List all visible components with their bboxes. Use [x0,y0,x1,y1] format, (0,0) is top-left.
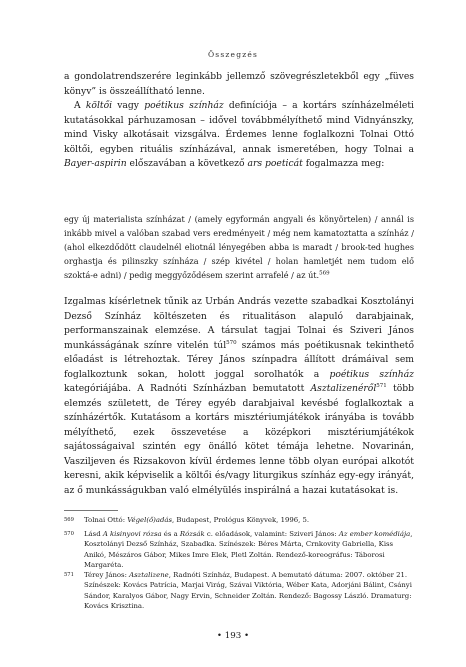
block-quote [64,212,414,282]
footnote-569: 569 Tolnai Ottó: Végel(ő)adás, Budapest, Prológus Könyvek, 1996, 5. [64,516,310,524]
footnote-number: 569 [64,517,74,523]
quote-text: egy új materialista színházat / (amely egyformán angyali és könyörtelen) / annál is inkább mivel a valóban szabad vers eredményeit / még nem kamatoztatta a színház / (ahol elkezdődött claudelnél eliotnál lényegében abba is maradt / brook-ted hughes orghastja és pilinszky színháza / szép kivétel / holan hamletjét nem tudom elő szoktá-e adni) / pedig meggyőződésem szerint arrafelé / az út. [64,214,414,281]
footnote-ref-571: 571 [376,382,387,389]
paragraph-poetic-theatre: A költői vagy poétikus színház definíciója – a kortárs színházelméleti kutatásokkal párhuzamosan – idővel továbbmélyíthető mind Vidnyánszky, mind Visky alkotásait vizsgálva. Érdemes lenne foglalkozni Tolnai Ottó költői, egyben rituális színházával, annak ismeretében, hogy Tolnai a Bayer-aspirin előszavában a következő ars poeticát fogalmazza meg: [64,100,414,169]
footnote-ref-570: 570 [226,339,237,346]
footnote-ref-569: 569 [319,270,330,277]
footnote-571: 571 Térey János: Asztalizene, Radnóti Színház, Budapest. A bemutató dátuma: 2007. október 21. Színészek: Kovács Patrícia, Marjai Virág, Szávai Viktória, Wéber Kata, Adorjáni Bálint, Csányi Sándor, Karalyos Gábor, Nagy Ervin, Schneider Zoltán. Rendező: Bagossy László. Dramaturg: Kovács Krisztina. [64,571,412,610]
title-bayer-aspirin: Bayer-aspirin [64,158,127,169]
running-head: Összegzés [207,50,259,59]
footnote-divider [64,510,118,511]
page-number: • 193 • [216,631,250,641]
paragraph-kosztolanyi: Izgalmas kísérletnek tűnik az Urbán András vezette szabadkai Kosztolányi Dezső Színház költészeten és ritualitáson alapuló darabjainak, performanszainak elemzése. A társulat tagjai Tolnai és Sziveri János munkásságának színre vitelén túl$^{570}$ számos más poétikusnak tekinthető előadást is létrehoztak. Térey János színpadra állított drámáival sem foglalkoztunk sokan, holott joggal sorolhatók a poétikus színház kategóriájába. A Radnóti Színházban bemutatott Asztalizenéről$^{571}$ több elemzés született, de Térey egyéb darabjaival kevésbé foglalkoztak a színházértők. Kutatásom a kortárs misztériumjátékok irányába is tovább mélyíthető, ezek összevetése a középkori misztériumjátékok sajátosságaival szintén egy önálló kötet témája lehetne. Novarinán, Vasziljeven és Rizsakovon kívül érdemes lenne több olyan európai alkotót keresni, akik képviselik a költői és/vagy liturgikus színház egy-egy irányát, az ő munkásságukban való elmélyülés inspirálná a hazai kutatásokat is. [64,296,415,496]
intro-paragraphs [64,70,414,172]
term-kolto: költői [85,100,113,111]
footnote-number: 571 [64,572,74,578]
footnote-570: 570 Lásd A kisinyovi rózsa és a Rózsák c. előadások, valamint: Sziveri János: Az ember komédiája, Kosztolányi Dezső Színház, Szabadka. Színészek: Béres Márta, Crnkovity Gabriella, Kiss Anikó, Mészáros Gábor, Mikes Imre Elek, Pletl Zoltán. Rendező-koreográfus: Táborosi Margaréta. [64,530,413,569]
term-ars-poetica: ars poeticát [247,158,303,169]
term-poetikus-szinhaz-2: poétikus színház [329,368,415,380]
footnote-number: 570 [64,531,74,537]
term-poetikus-szinhaz: poétikus színház [144,100,224,111]
title-asztalizene: Asztalizenéről [310,383,377,394]
paragraph-continuation: a gondolatrendszerére leginkább jellemző szövegrészletekből egy „füves könyv” is összeállítható lenne. [64,71,414,97]
